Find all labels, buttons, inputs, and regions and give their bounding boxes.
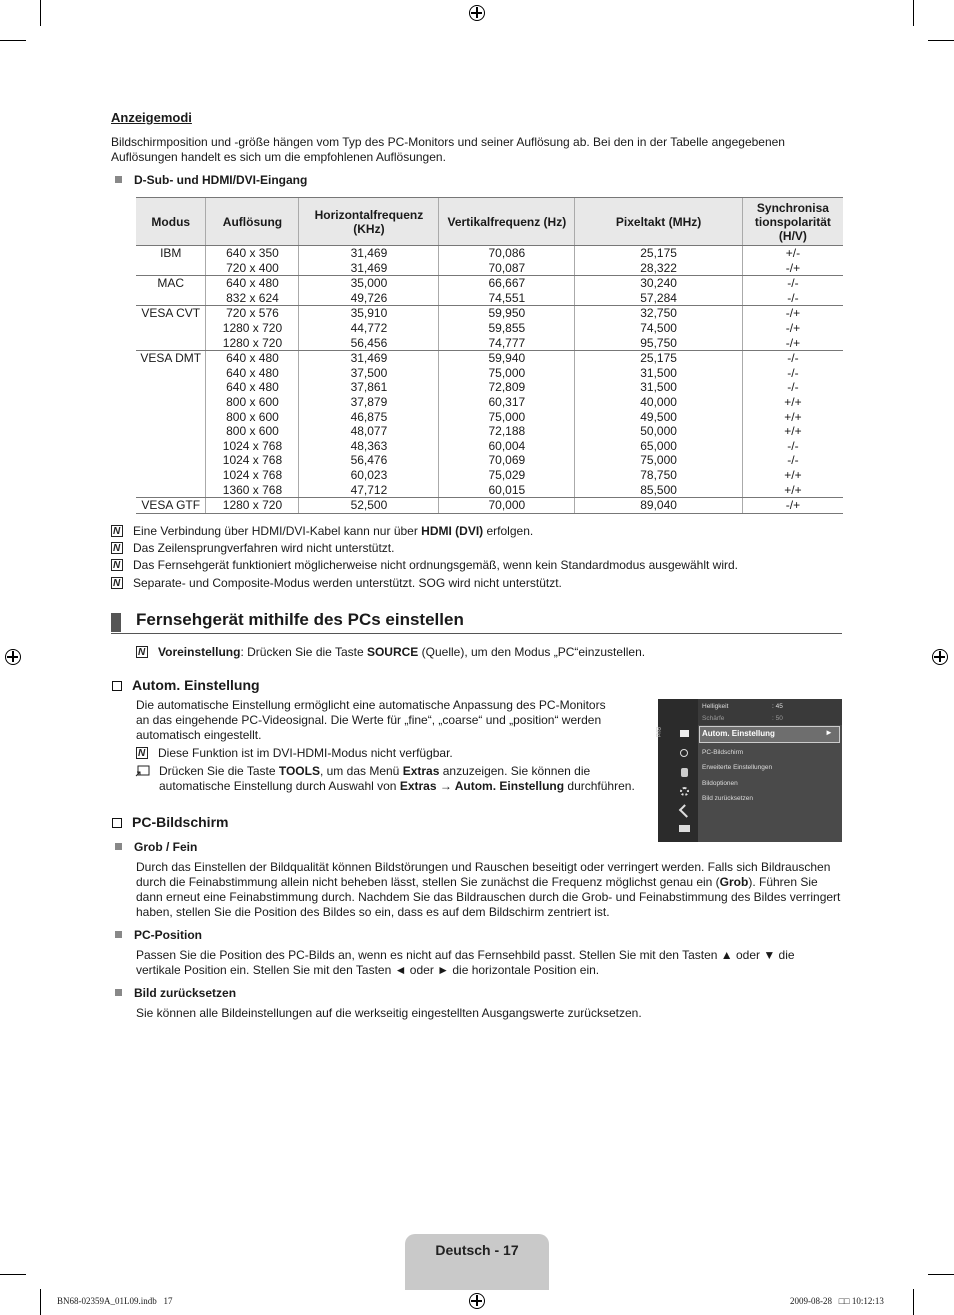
pcscreen-heading: PC-Bildschirm [112,814,228,830]
note-hdmi: NEine Verbindung über HDMI/DVI-Kabel kann nur über HDMI (DVI) erfolgen. [111,524,533,539]
header-modus: Modus [136,198,206,246]
crop-mark [913,0,914,26]
auto-body: Die automatische Einstellung ermöglicht eine automatische Anpassung des PC-Monitors an das eingehende PC-Videosignal. Die Werte für „fine“, „coarse“ und „position“ werden automatisch eingestellt. [136,698,606,742]
crop-mark [928,1274,954,1275]
cell-sync: +/- -/+ [742,246,843,276]
registration-mark-icon [469,1293,485,1309]
cell-hfreq: 35,910 44,772 56,456 [299,306,439,351]
osd-item-brightness: Helligkeit [702,703,729,710]
square-bullet-icon [115,843,122,850]
cell-hfreq: 52,500 [299,498,439,514]
footer-date: 2009-08-28 □□ 10:12:13 [790,1296,884,1306]
cell-vfreq: 59,940 75,000 72,809 60,317 75,000 72,188 60,004 70,069 75,029 60,015 [439,351,575,498]
table-row [136,276,843,306]
registration-mark-icon [5,649,21,665]
cell-vfreq: 70,000 [439,498,575,514]
osd-support-icon [679,825,690,832]
auto-note: NDiese Funktion ist im DVI-HDMI-Modus nicht verfügbar. [136,746,453,761]
osd-value-sharpness: : 50 [772,715,783,722]
table-row [136,306,843,351]
pos-body: Passen Sie die Position des PC-Bilds an, wenn es nicht auf das Fernsehbild passt. Stellen Sie mit den Tasten ▲ oder ▼ die vertikale Position ein. Stellen Sie mit den Tasten ◄ oder ► die horizontale Position ein. [136,948,795,977]
table-row [136,498,843,514]
reset-body: Sie können alle Bildeinstellungen auf die werkseitig eingestellten Ausgangswerte zurücksetzen. [136,1006,642,1020]
grob-body: Durch das Einstellen der Bildqualität können Bildstörungen und Rauschen beseitigt oder verringert werden. Falls sich Bildrauschen durch die Feinabstimmung allein nicht beheben lässt, stellen Sie zunächst die Frequenz möglichst genau ein (Grob). Führen Sie dann erneut eine Feinabstimmung durch. Nachdem Sie das Bildrauschen durch die Grob- und Feinabstimmung des Bildes verringert haben, stellen Sie die Position des Bildes so ein, dass es auf dem Bildschirm zentriert ist. [136,860,841,919]
cell-sync: -/+ [742,498,843,514]
header-pixeltakt: Pixeltakt (MHz) [575,198,743,246]
cell-pixelclock: 25,175 28,322 [575,246,743,276]
osd-setup-icon [680,787,689,796]
note-icon [111,559,123,571]
osd-arrow-icon: ► [825,728,833,737]
heading-rule [111,633,842,634]
cell-resolution: 1280 x 720 [206,498,299,514]
crop-mark [40,0,41,26]
cell-vfreq: 70,086 70,087 [439,246,575,276]
header-synchronisation: Synchronisa tionspolarität (H/V) [742,198,843,246]
tools-icon [136,764,150,776]
heading-bar [111,613,121,632]
cell-sync: -/- -/- [742,276,843,306]
cell-pixelclock: 25,175 31,500 31,500 40,000 49,500 50,000 65,000 75,000 78,750 85,500 [575,351,743,498]
cell-resolution: 640 x 480 640 x 480 640 x 480 800 x 600 800 x 600 800 x 600 1024 x 768 1024 x 768 1024 x 768 1360 x 768 [206,351,299,498]
osd-item-reset: Bild zurücksetzen [702,795,753,802]
cell-mode: IBM [136,246,206,276]
osd-item-options: Bildoptionen [702,780,738,787]
checkbox-icon [112,681,122,691]
cell-hfreq: 35,000 49,726 [299,276,439,306]
crop-mark [0,1274,26,1275]
osd-value-brightness: : 45 [772,703,783,710]
osd-picture-icon [680,730,689,737]
square-bullet-icon [115,176,122,183]
cell-pixelclock: 89,040 [575,498,743,514]
display-modes-table [136,197,843,514]
pos-title: PC-Position [115,928,202,943]
osd-sidebar [658,699,698,842]
header-vertikalfrequenz: Vertikalfrequenz (Hz) [439,198,575,246]
note-icon [111,542,123,554]
osd-item-pc-screen: PC-Bildschirm [702,749,744,756]
osd-sound-icon [680,749,688,757]
auto-tools-text: Drücken Sie die Taste TOOLS, um das Menü Extras anzuzeigen. Sie können die automatische Einstellung durch Auswahl von Extras → Autom. Einstellung durchführen. [159,764,635,793]
cell-mode: VESA GTF [136,498,206,514]
cell-vfreq: 66,667 74,551 [439,276,575,306]
square-bullet-icon [115,989,122,996]
pc-heading: Fernsehgerät mithilfe des PCs einstellen [136,610,464,629]
footer-file: BN68-02359A_01L09.indb 17 [57,1296,173,1306]
registration-mark-icon [469,5,485,21]
crop-mark [913,1289,914,1315]
table-caption: D-Sub- und HDMI/DVI-Eingang [115,173,307,188]
osd-side-label: Bild [654,727,660,738]
note-icon [136,747,148,759]
section-heading: Anzeigemodi [111,110,192,125]
header-aufloesung: Auflösung [206,198,299,246]
registration-mark-icon [932,649,948,665]
table-row [136,351,843,498]
cell-resolution: 640 x 480 832 x 624 [206,276,299,306]
note-interlace: NDas Zeilensprungverfahren wird nicht unterstützt. [111,541,394,556]
table-header-row [136,198,843,246]
cell-vfreq: 59,950 59,855 74,777 [439,306,575,351]
square-bullet-icon [115,931,122,938]
osd-menu [654,699,842,842]
note-icon [111,577,123,589]
header-horizontalfrequenz: Horizontalfrequenz (KHz) [299,198,439,246]
auto-heading: Autom. Einstellung [112,677,260,693]
cell-mode: MAC [136,276,206,306]
cell-pixelclock: 30,240 57,284 [575,276,743,306]
intro-text: Bildschirmposition und -größe hängen vom Typ des PC-Monitors und seiner Auflösung ab. Bei den in der Tabelle angegebenen Auflösungen handelt es sich um die empfohlenen Auflösungen. [111,135,785,164]
cell-mode: VESA CVT [136,306,206,351]
preset-note: NVoreinstellung: Drücken Sie die Taste SOURCE (Quelle), um den Modus „PC“einzustellen. [136,645,645,660]
reset-title: Bild zurücksetzen [115,986,236,1001]
note-sog: NSeparate- und Composite-Modus werden unterstützt. SOG wird nicht unterstützt. [111,576,562,591]
table-row [136,246,843,276]
note-icon [136,646,148,658]
cell-hfreq: 31,469 37,500 37,861 37,879 46,875 48,077 48,363 56,476 60,023 47,712 [299,351,439,498]
crop-mark [928,40,954,41]
grob-title: Grob / Fein [115,840,197,855]
cell-resolution: 720 x 576 1280 x 720 1280 x 720 [206,306,299,351]
cell-resolution: 640 x 350 720 x 400 [206,246,299,276]
osd-channel-icon [681,768,688,777]
osd-selected-label: Autom. Einstellung [702,729,775,738]
cell-sync: -/+ -/+ -/+ [742,306,843,351]
cell-sync: -/- -/- -/- +/+ +/+ +/+ -/- -/- +/+ +/+ [742,351,843,498]
osd-item-advanced: Erweiterte Einstellungen [702,764,773,771]
cell-mode: VESA DMT [136,351,206,498]
cell-pixelclock: 32,750 74,500 95,750 [575,306,743,351]
osd-item-sharpness: Schärfe [702,715,725,722]
note-standard-mode: NDas Fernsehgerät funktioniert möglicherweise nicht ordnungsgemäß, wenn kein Standardmodus ausgewählt wird. [111,558,738,573]
page-number: Deutsch - 17 [435,1242,519,1258]
crop-mark [40,1289,41,1315]
checkbox-icon [112,818,122,828]
crop-mark [0,40,26,41]
cell-hfreq: 31,469 31,469 [299,246,439,276]
note-icon [111,525,123,537]
